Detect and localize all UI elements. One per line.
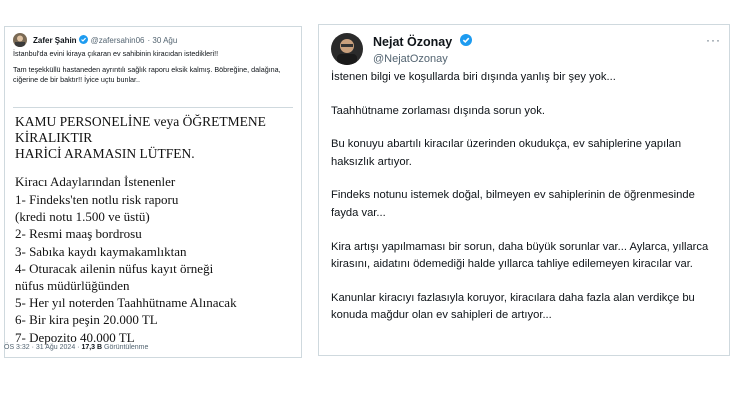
right-tweet-paragraph: İstenen bilgi ve koşullarda biri dışında yanlış bir şey yok...	[331, 71, 616, 83]
right-tweet-paragraph: Taahhütname zorlaması dışında sorun yok.	[331, 104, 545, 117]
left-tweet-header	[13, 33, 177, 47]
rental-notice-image	[13, 107, 293, 348]
left-tweet-date[interactable]: · 30 Ağu	[147, 35, 178, 45]
list-item: 5- Her yıl noterden Taahhütname Alınacak	[15, 295, 237, 311]
list-item: nüfus müdürlüğünden	[15, 278, 130, 294]
view-count-label: Görüntülenme	[102, 344, 149, 351]
left-avatar[interactable]	[13, 33, 27, 47]
verified-badge-icon	[79, 35, 88, 46]
list-item: 7- Depozito 40.000 TL	[15, 329, 135, 345]
left-author-name[interactable]: Zafer Şahin	[33, 35, 77, 45]
view-count: 17,3 B	[81, 344, 103, 351]
left-tweet-text	[13, 49, 293, 91]
list-item: 2- Resmi maaş bordrosu	[15, 226, 142, 242]
list-item: 6- Bir kira peşin 20.000 TL	[15, 312, 158, 328]
left-tweet-card	[4, 26, 302, 358]
list-item: 4- Oturacak ailenin nüfus kayıt örneği	[15, 260, 214, 276]
right-avatar[interactable]	[331, 33, 363, 65]
right-tweet-paragraph: Findeks notunu istemek doğal, bilmeyen ev sahiplerinin de öğrenmesinde fayda var...	[331, 189, 695, 219]
notice-subheading: Kiracı Adaylarından İstenenler	[15, 174, 176, 189]
right-tweet-card	[318, 24, 730, 356]
right-author-name[interactable]: Nejat Özonay	[373, 35, 453, 50]
notice-heading-line: KAMU PERSONELİNE veya ÖĞRETMENE	[15, 114, 266, 129]
left-tweet-paragraph: İstanbul'da evini kiraya çıkaran ev sahibinin kiracıdan istedikleri!!	[13, 49, 219, 58]
right-tweet-paragraph: Bu konuyu abartılı kiracılar üzerinden okudukça, ev sahiplerine yapılan haksızlık artıyor.	[331, 138, 682, 168]
right-tweet-paragraph: Kira artışı yapılmaması bir sorun, daha büyük sorunlar var... Aylarca, yıllarca kirasını, aidatını ödemediği halde yıllarca tahliye edilemeyen kiracılar var.	[331, 240, 709, 271]
list-item: 1- Findeks'ten notlu risk raporu	[15, 192, 179, 207]
list-item: (kredi notu 1.500 ve üstü)	[15, 209, 150, 225]
verified-badge-icon	[460, 33, 472, 51]
list-item: 3- Sabıka kaydı kaymakamlıktan	[15, 243, 187, 259]
notice-heading-line: HARİCİ ARAMASIN LÜTFEN.	[15, 146, 195, 161]
right-author-handle[interactable]: @NejatOzonay	[373, 53, 448, 66]
notice-heading	[15, 114, 293, 162]
left-tweet-timestamp[interactable]: ÖS 3:32 · 31 Ağu 2024 ·	[4, 344, 82, 351]
right-tweet-paragraph: Kanunlar kiracıyı fazlasıyla koruyor, kiracılara daha fazla alan verdikçe bu konuda mağdur olan ev sahipleri de artıyor...	[331, 291, 695, 322]
more-options-icon[interactable]: ···	[706, 33, 721, 47]
notice-heading-line: KİRALIKTIR	[15, 130, 93, 145]
left-author-handle[interactable]: @zafersahin06	[90, 35, 145, 45]
right-tweet-header	[331, 33, 472, 65]
right-tweet-text	[331, 69, 725, 341]
left-tweet-paragraph: Tam teşekküllü hastaneden ayrıntılı sağlık raporu eksik kalmış. Böbreğine, dalağına, ciğerine de bir baktır!! İyice uçtu bunlar..	[13, 65, 281, 84]
notice-requirements-list	[13, 191, 293, 346]
left-tweet-meta	[4, 344, 148, 351]
